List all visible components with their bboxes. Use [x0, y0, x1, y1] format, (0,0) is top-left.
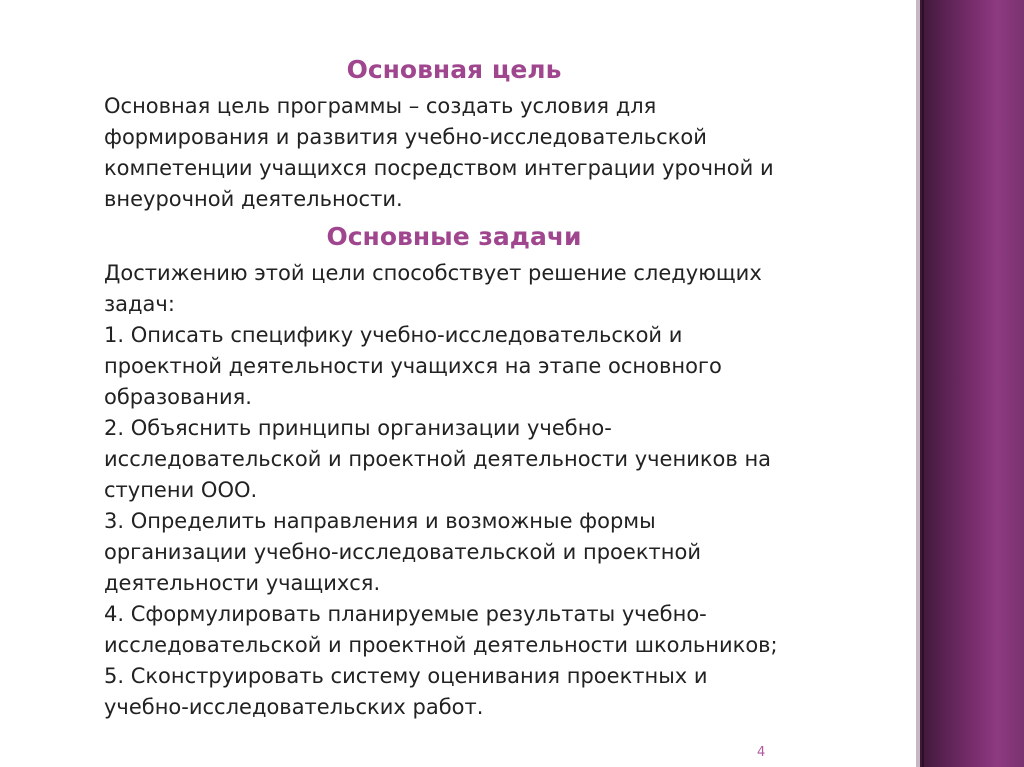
tasks-line: 2. Объяснить принципы организации учебно-	[104, 416, 612, 440]
goal-line: формирования и развития учебно-исследовательской	[104, 125, 707, 149]
tasks-line: исследовательской и проектной деятельности школьников;	[104, 633, 778, 657]
page-number: 4	[757, 745, 766, 760]
tasks-text	[104, 258, 844, 723]
tasks-line: проектной деятельности учащихся на этапе основного	[104, 354, 722, 378]
tasks-heading: Основные задачи	[326, 222, 582, 251]
tasks-line: задач:	[104, 292, 175, 316]
goal-line: внеурочной деятельности.	[104, 187, 403, 211]
goal-text	[104, 91, 844, 215]
tasks-line: деятельности учащихся.	[104, 571, 381, 595]
tasks-line: 5. Сконструировать систему оценивания проектных и	[104, 664, 708, 688]
tasks-line: 3. Определить направления и возможные формы	[104, 509, 656, 533]
tasks-line: ступени ООО.	[104, 478, 258, 502]
tasks-line: Достижению этой цели способствует решение следующих	[104, 261, 762, 285]
goal-line: Основная цель программы – создать условия для	[104, 94, 657, 118]
goal-heading: Основная цель	[346, 55, 562, 84]
tasks-line: 1. Описать специфику учебно-исследовательской и	[104, 323, 683, 347]
decorative-side-panel	[916, 0, 1024, 767]
goal-line: компетенции учащихся посредством интеграции урочной и	[104, 156, 774, 180]
tasks-line: 4. Сформулировать планируемые результаты учебно-	[104, 602, 707, 626]
tasks-line: учебно-исследовательских работ.	[104, 695, 484, 719]
tasks-line: исследовательской и проектной деятельности учеников на	[104, 447, 772, 471]
tasks-line: образования.	[104, 385, 252, 409]
tasks-line: организации учебно-исследовательской и проектной	[104, 540, 701, 564]
